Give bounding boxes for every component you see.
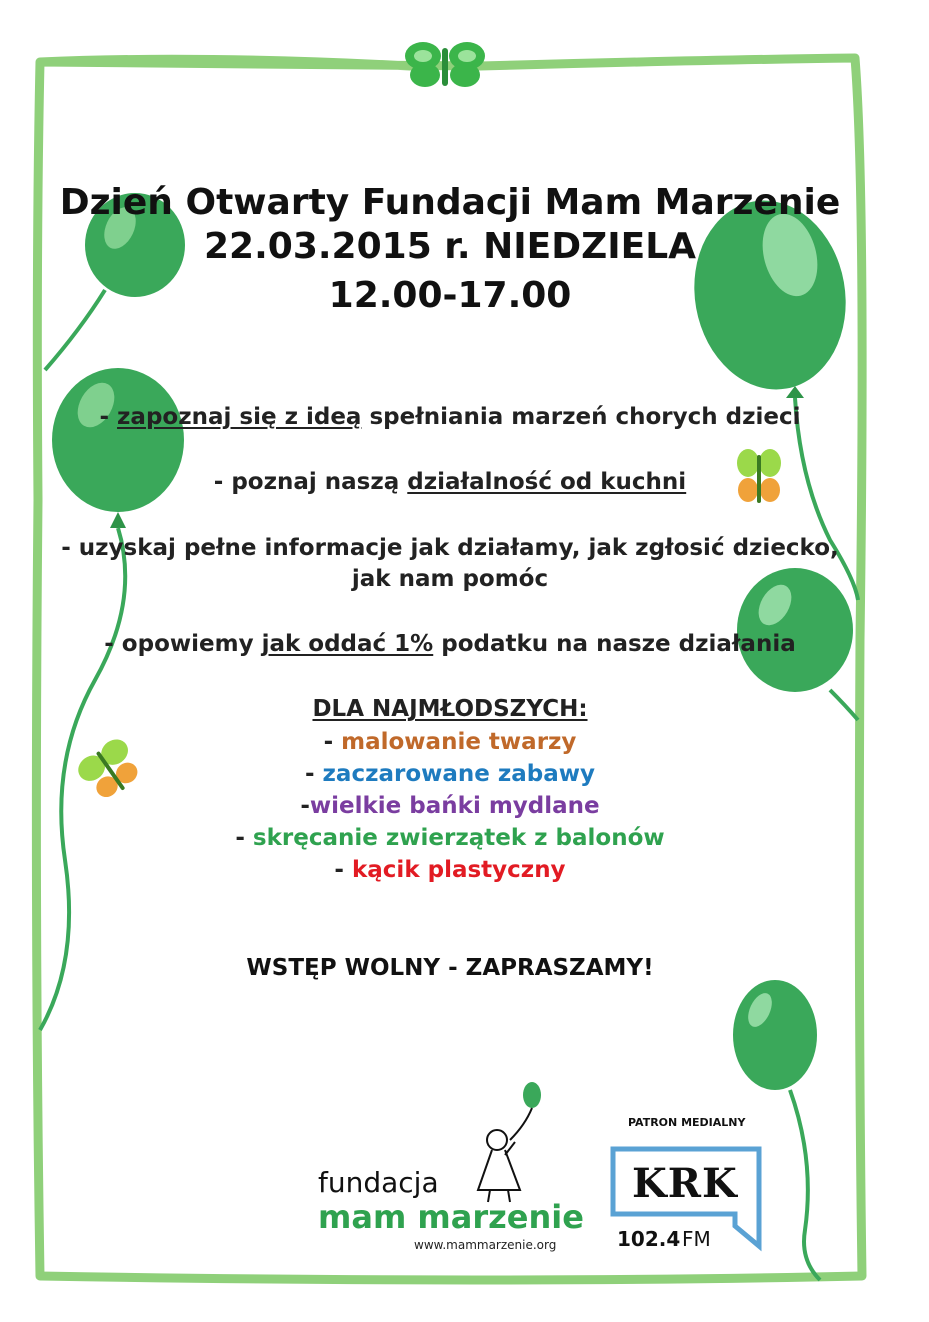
kids-item-text: zaczarowane zabawy [322, 761, 596, 787]
kids-item-text: kącik plastyczny [351, 857, 566, 883]
logo-line2: mam marzenie [318, 1198, 584, 1236]
bullet-idea [0, 404, 900, 430]
kids-item-text: wielkie bańki mydlane [309, 793, 600, 819]
bullet-info-line1: - uzyskaj pełne informacje jak działamy, jak zgłosić dziecko, [61, 535, 839, 561]
bullet-idea-suffix: spełniania marzeń chorych dzieci [361, 404, 801, 430]
girl-with-balloon-icon [478, 1082, 541, 1202]
kids-item-bubbles [0, 793, 900, 819]
logo-url: www.mammarzenie.org [414, 1238, 557, 1252]
bullet-kitchen [0, 469, 900, 495]
bullet-kitchen-link: działalność od kuchni [407, 469, 687, 495]
bullet-tax [0, 631, 900, 657]
logo-line1: fundacja [318, 1166, 439, 1199]
kids-item-text: malowanie twarzy [341, 729, 577, 755]
bullet-idea-link: zapoznaj się z ideą [117, 404, 362, 430]
event-date: 22.03.2015 r. NIEDZIELA [204, 226, 696, 267]
kids-item-face-painting [0, 729, 900, 755]
kids-heading [0, 696, 900, 722]
bullet-info-line2: jak nam pomóc [351, 566, 549, 592]
bullet-idea-prefix: - [99, 404, 118, 430]
kids-heading-text: DLA NAJMŁODSZYCH: [312, 696, 588, 722]
krk-station: KRK [632, 1160, 738, 1207]
krk-frequency: 102.4 [617, 1227, 681, 1251]
top-butterfly-icon [405, 42, 485, 87]
bullet-tax-link: jak oddać 1% [261, 631, 434, 657]
bullet-tax-prefix: - opowiemy [104, 631, 262, 657]
kids-item-games [0, 761, 900, 787]
kids-item-balloon-animals [0, 825, 900, 851]
kids-item-prefix: - [323, 729, 342, 755]
kids-item-text: skręcanie zwierzątek z balonów [252, 825, 665, 851]
kids-item-prefix: - [235, 825, 253, 851]
event-title: Dzień Otwarty Fundacji Mam Marzenie [59, 182, 841, 223]
krk-band: FM [682, 1227, 711, 1251]
media-patron-label: PATRON MEDIALNY [628, 1116, 746, 1129]
kids-item-prefix: - [300, 793, 310, 819]
bullet-tax-suffix: podatku na nasze działania [433, 631, 796, 657]
kids-item-prefix: - [334, 857, 352, 883]
kids-item-art-corner [0, 857, 900, 883]
bullet-kitchen-prefix: - poznaj naszą [213, 469, 408, 495]
closing-text: WSTĘP WOLNY - ZAPRASZAMY! [246, 955, 654, 981]
kids-item-prefix: - [304, 761, 323, 787]
event-hours: 12.00-17.00 [328, 275, 572, 316]
